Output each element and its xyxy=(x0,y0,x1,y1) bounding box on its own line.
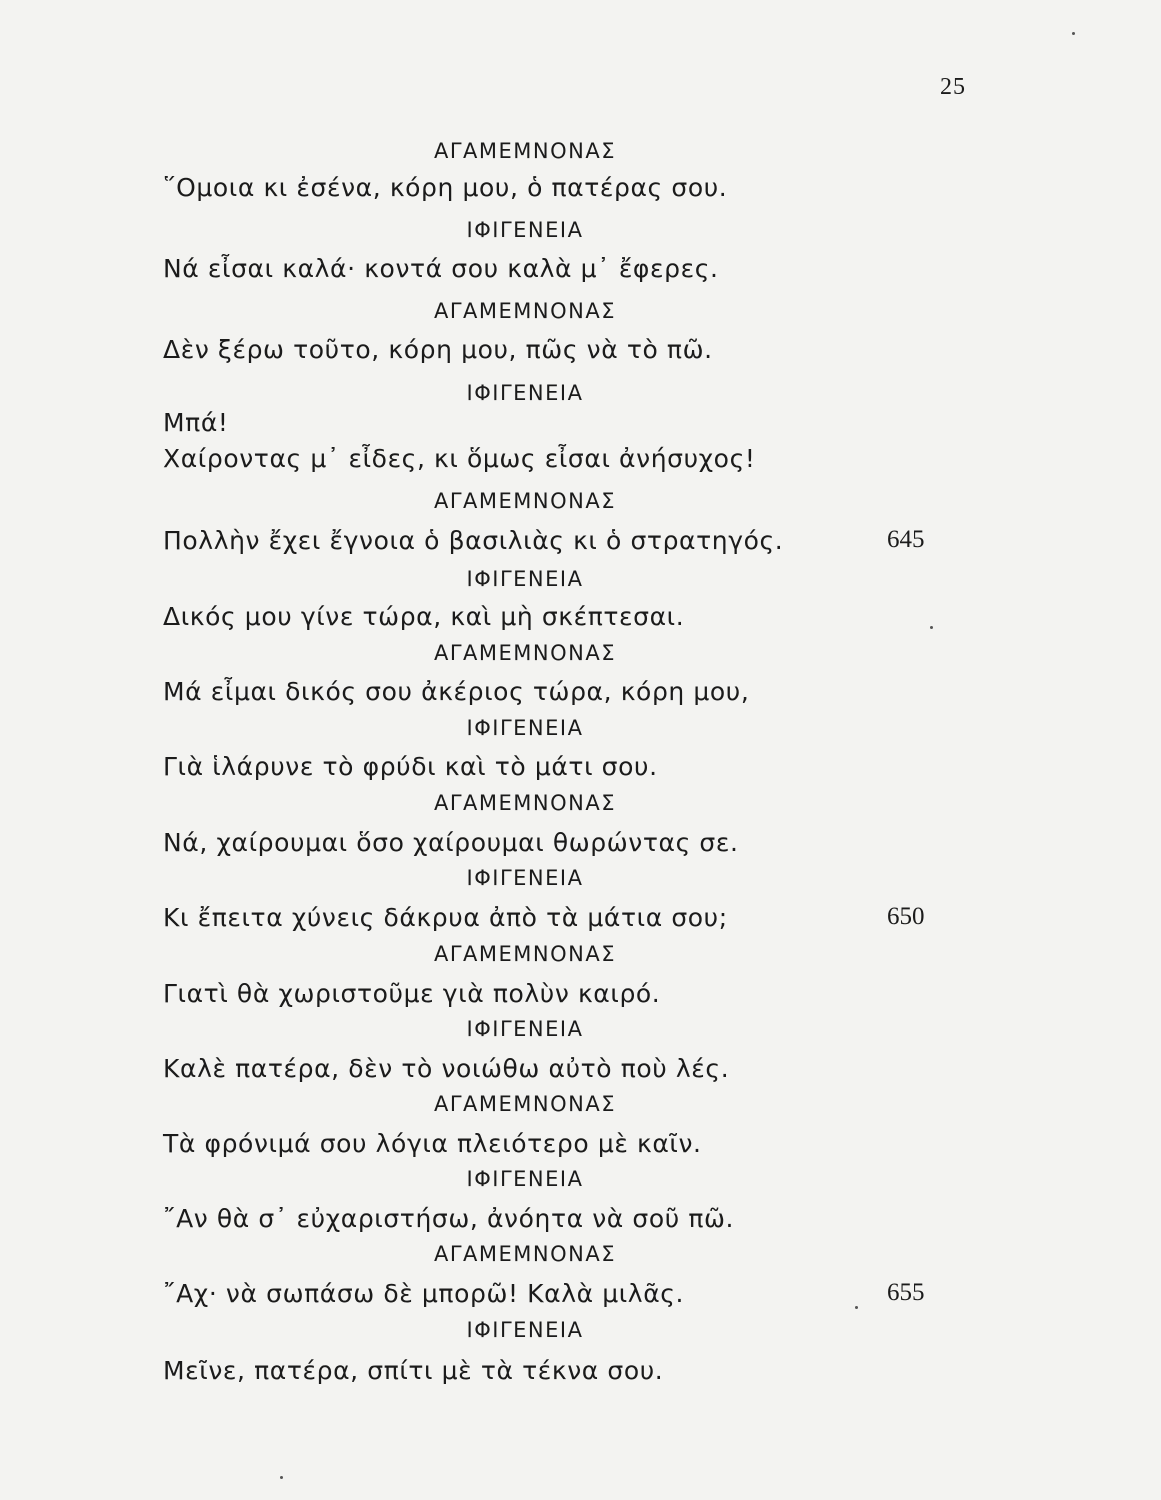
speaker-agamemnon: ΑΓΑΜΕΜΝΟΝΑΣ xyxy=(433,942,617,966)
verse-line: ῎Αν θὰ σ᾿ εὐχαριστήσω, ἀνόητα νὰ σοῦ πῶ. xyxy=(163,1204,735,1233)
speaker-iphigenia: ΙΦΙΓΕΝΕΙΑ xyxy=(466,716,584,740)
verse-line: Μεῖνε, πατέρα, σπίτι μὲ τὰ τέκνα σου. xyxy=(163,1356,664,1385)
speaker-agamemnon: ΑΓΑΜΕΜΝΟΝΑΣ xyxy=(433,641,617,665)
verse-line: Μπά! xyxy=(163,408,229,437)
speaker-agamemnon: ΑΓΑΜΕΜΝΟΝΑΣ xyxy=(433,1092,617,1116)
verse-line: Νά, χαίρουμαι ὅσο χαίρουμαι θωρώντας σε. xyxy=(163,828,739,857)
print-speck xyxy=(855,1306,858,1309)
verse-line: Τὰ φρόνιμά σου λόγια πλειότερο μὲ καῖν. xyxy=(163,1129,702,1158)
print-speck xyxy=(930,626,933,629)
speaker-iphigenia: ΙΦΙΓΕΝΕΙΑ xyxy=(466,218,584,242)
verse-line: Δικός μου γίνε τώρα, καὶ μὴ σκέπτεσαι. xyxy=(163,602,685,631)
speaker-iphigenia: ΙΦΙΓΕΝΕΙΑ xyxy=(466,866,584,890)
page-number: 25 xyxy=(940,74,966,100)
verse-line: Κι ἔπειτα χύνεις δάκρυα ἀπὸ τὰ μάτια σου; xyxy=(163,903,728,932)
verse-line: ῞Ομοια κι ἐσένα, κόρη μου, ὁ πατέρας σου. xyxy=(163,173,728,202)
line-number: 645 xyxy=(887,526,925,553)
print-speck xyxy=(280,1476,283,1479)
speaker-agamemnon: ΑΓΑΜΕΜΝΟΝΑΣ xyxy=(433,489,617,513)
verse-line: Χαίροντας μ᾿ εἶδες, κι ὅμως εἶσαι ἀνήσυχος! xyxy=(163,444,756,473)
speaker-iphigenia: ΙΦΙΓΕΝΕΙΑ xyxy=(466,381,584,405)
verse-line: Πολλὴν ἔχει ἔγνοια ὁ βασιλιὰς κι ὁ στρατηγός. xyxy=(163,526,784,555)
verse-line: Δὲν ξέρω τοῦτο, κόρη μου, πῶς νὰ τὸ πῶ. xyxy=(163,335,713,364)
verse-line: ῎Αχ· νὰ σωπάσω δὲ μπορῶ! Καλὰ μιλᾶς. xyxy=(163,1279,685,1308)
line-number: 650 xyxy=(887,903,925,930)
verse-line: Γιατὶ θὰ χωριστοῦμε γιὰ πολὺν καιρό. xyxy=(163,979,661,1008)
verse-line: Μά εἶμαι δικός σου ἀκέριος τώρα, κόρη μου, xyxy=(163,677,750,706)
speaker-iphigenia: ΙΦΙΓΕΝΕΙΑ xyxy=(466,1017,584,1041)
speaker-iphigenia: ΙΦΙΓΕΝΕΙΑ xyxy=(466,567,584,591)
line-number: 655 xyxy=(887,1279,925,1306)
verse-line: Νά εἶσαι καλά· κοντά σου καλὰ μ᾿ ἔφερες. xyxy=(163,254,719,283)
print-speck xyxy=(1072,32,1075,35)
speaker-agamemnon: ΑΓΑΜΕΜΝΟΝΑΣ xyxy=(433,299,617,323)
speaker-iphigenia: ΙΦΙΓΕΝΕΙΑ xyxy=(466,1167,584,1191)
speaker-agamemnon: ΑΓΑΜΕΜΝΟΝΑΣ xyxy=(433,791,617,815)
verse-line: Γιὰ ἱλάρυνε τὸ φρύδι καὶ τὸ μάτι σου. xyxy=(163,752,658,781)
speaker-agamemnon: ΑΓΑΜΕΜΝΟΝΑΣ xyxy=(433,139,617,163)
speaker-iphigenia: ΙΦΙΓΕΝΕΙΑ xyxy=(466,1318,584,1342)
speaker-agamemnon: ΑΓΑΜΕΜΝΟΝΑΣ xyxy=(433,1242,617,1266)
verse-line: Καλὲ πατέρα, δὲν τὸ νοιώθω αὐτὸ ποὺ λές. xyxy=(163,1054,730,1083)
